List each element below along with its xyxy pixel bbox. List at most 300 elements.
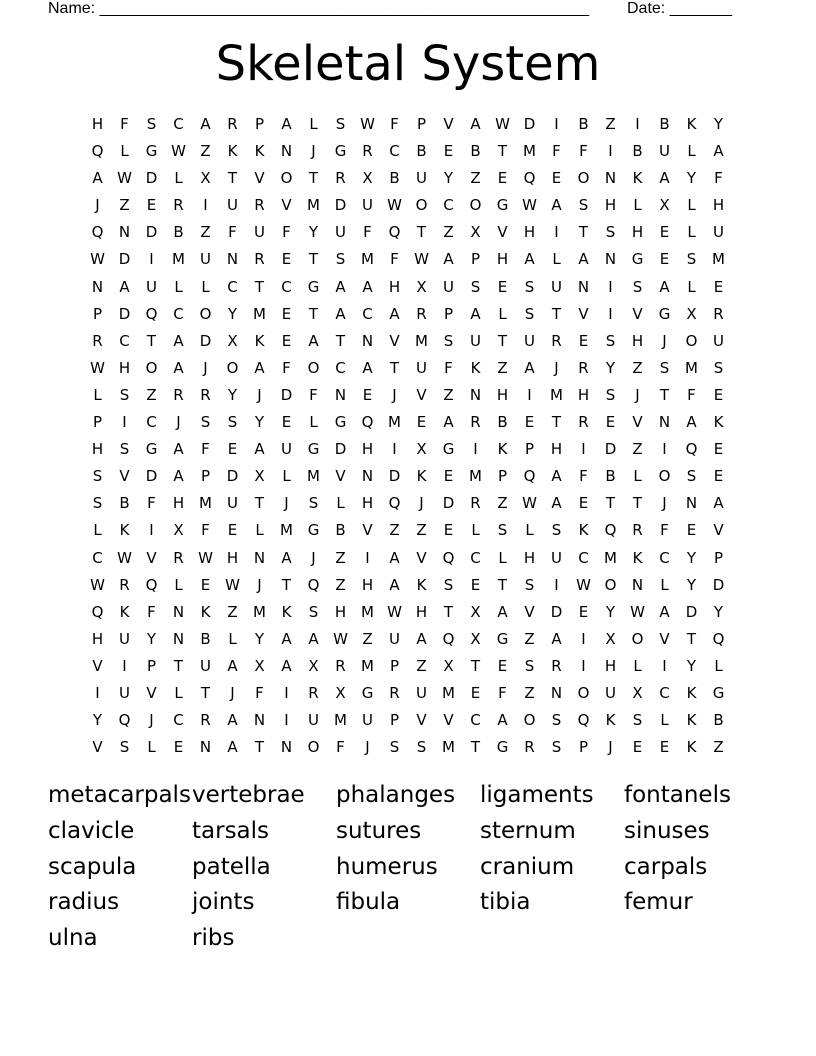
grid-letter: T [497,575,508,594]
grid-letter: H [496,385,509,404]
grid-letter: F [390,115,399,133]
grid-letter: N [280,738,293,757]
grid-letter: W [171,142,186,161]
grid-letter: G [145,440,158,459]
grid-letter: X [200,169,211,188]
grid-letter: E [281,413,292,432]
grid-letter: S [713,358,724,377]
grid-letter: A [362,358,373,377]
grid-letter: N [199,738,212,757]
grid-letter: J [257,385,262,404]
grid-letter: L [120,142,129,161]
grid-letter: M [199,494,212,513]
grid-letter: X [416,277,427,296]
grid-letter: E [524,413,535,432]
grid-letter: M [550,385,563,404]
grid-letter: T [308,304,319,323]
grid-letter: U [389,629,400,648]
grid-letter: H [523,548,536,567]
grid-letter: B [713,711,724,730]
grid-letter: Y [686,548,697,567]
grid-letter: E [470,575,481,594]
grid-letter: Z [200,223,211,242]
grid-letter: Z [443,385,454,404]
grid-letter: M [604,548,617,567]
grid-letter: V [281,196,292,215]
word-list-item: scapula [48,853,137,880]
grid-letter: A [470,115,481,133]
grid-letter: E [362,385,373,404]
grid-letter: H [631,223,644,242]
grid-letter: U [362,196,373,215]
grid-letter: S [686,467,697,486]
grid-letter: X [416,440,427,459]
grid-letter: Z [713,738,724,757]
grid-letter: S [119,738,130,757]
grid-letter: R [173,196,184,215]
grid-letter: D [388,467,401,486]
grid-letter: U [119,683,130,702]
grid-letter: K [686,711,697,730]
grid-letter: E [173,738,184,757]
grid-letter: K [416,467,427,486]
grid-letter: M [388,413,401,432]
grid-letter: H [118,358,131,377]
grid-letter: I [149,250,154,269]
grid-letter: A [578,250,589,269]
grid-letter: T [308,169,319,188]
word-list [48,778,768,957]
grid-letter: Y [146,629,157,648]
grid-letter: R [524,738,535,757]
grid-letter: A [227,656,238,675]
grid-letter: D [145,169,158,188]
grid-letter: N [253,711,266,730]
grid-letter: V [92,656,103,675]
grid-letter: F [363,223,372,242]
grid-letter: U [551,277,562,296]
grid-letter: W [90,358,105,377]
grid-letter: H [604,656,617,675]
grid-letter: A [551,629,562,648]
grid-letter: A [713,494,724,513]
word-list-item: sternum [480,817,576,844]
grid-letter: R [227,115,238,133]
grid-letter: A [227,738,238,757]
grid-letter: W [387,196,402,215]
grid-letter: T [686,629,697,648]
grid-letter: G [631,250,644,269]
grid-letter: V [632,413,643,432]
grid-letter: L [660,711,669,730]
grid-letter: I [284,711,289,730]
grid-letter: Y [254,413,265,432]
grid-letter: T [497,331,508,350]
grid-letter: L [633,467,642,486]
grid-letter: U [470,331,481,350]
grid-letter: T [254,494,265,513]
grid-letter: R [254,250,265,269]
grid-letter: X [335,683,346,702]
page-title: Skeletal System [215,36,601,92]
grid-letter: E [578,602,589,621]
grid-letter: U [308,711,319,730]
grid-letter: S [497,521,508,540]
word-list-item: tarsals [192,817,270,844]
grid-letter: A [686,413,697,432]
grid-letter: M [712,250,725,269]
grid-letter: L [552,250,561,269]
grid-letter: I [581,440,586,459]
grid-letter: F [687,385,696,404]
grid-letter: N [604,169,617,188]
grid-letter: E [443,521,454,540]
grid-letter: S [524,304,535,323]
grid-letter: E [443,142,454,161]
grid-letter: O [307,358,320,377]
grid-letter: L [309,413,318,432]
grid-letter: S [551,738,562,757]
grid-letter: G [712,683,725,702]
grid-letter: I [554,223,559,242]
grid-letter: J [419,494,424,513]
grid-letter: A [416,629,427,648]
grid-letter: E [686,521,697,540]
grid-letter: L [174,683,183,702]
grid-letter: D [550,602,563,621]
grid-letter: Y [605,602,616,621]
grid-letter: H [577,385,590,404]
grid-letter: C [173,304,184,323]
grid-letter: A [227,711,238,730]
grid-letter: Z [416,521,427,540]
grid-letter: K [497,440,508,459]
word-list-item: cranium [480,853,575,880]
grid-letter: Z [146,385,157,404]
grid-letter: C [173,711,184,730]
grid-letter: B [470,142,481,161]
grid-letter: S [308,494,319,513]
grid-letter: B [416,142,427,161]
grid-letter: I [662,656,667,675]
grid-letter: U [119,629,130,648]
word-list-item: patella [192,853,271,880]
grid-letter: F [336,738,345,757]
grid-letter: S [92,494,103,513]
grid-letter: I [122,413,127,432]
grid-letter: Q [91,602,104,621]
grid-letter: K [632,548,643,567]
grid-letter: E [227,440,238,459]
grid-letter: Z [335,548,346,567]
grid-letter: R [470,413,481,432]
grid-letter: E [713,277,724,296]
word-list-item: tibia [480,889,531,916]
grid-letter: K [200,602,211,621]
grid-letter: D [604,440,617,459]
grid-letter: C [92,548,103,567]
word-list-item: radius [48,889,120,916]
grid-letter: U [659,142,670,161]
grid-letter: F [552,142,561,161]
grid-letter: V [524,602,535,621]
grid-letter: O [415,196,428,215]
grid-letter: J [176,413,181,432]
grid-letter: F [282,223,291,242]
grid-letter: W [117,169,132,188]
grid-letter: R [416,304,427,323]
grid-letter: L [201,277,210,296]
grid-letter: I [662,440,667,459]
grid-letter: T [551,413,562,432]
grid-letter: L [660,575,669,594]
grid-letter: S [578,196,589,215]
grid-letter: G [361,683,374,702]
word-list-item: sutures [336,817,422,844]
grid-letter: P [497,467,508,486]
grid-letter: D [442,494,455,513]
grid-letter: S [551,711,562,730]
grid-letter: L [525,521,534,540]
grid-letter: J [392,385,397,404]
grid-letter: C [443,196,454,215]
grid-letter: I [608,277,613,296]
grid-letter: U [227,196,238,215]
grid-letter: D [712,575,725,594]
grid-letter: F [714,169,723,188]
grid-letter: A [524,358,535,377]
grid-letter: N [226,250,239,269]
grid-letter: M [253,304,266,323]
grid-letter: G [496,629,509,648]
grid-letter: U [200,250,211,269]
grid-letter: V [254,169,265,188]
grid-letter: V [119,467,130,486]
grid-letter: V [443,115,454,133]
grid-letter: H [91,440,104,459]
grid-letter: R [578,358,589,377]
grid-letter: F [660,521,669,540]
grid-letter: B [632,142,643,161]
grid-letter: B [605,467,616,486]
grid-letter: Q [712,629,725,648]
grid-letter: P [92,304,103,323]
grid-letter: A [173,467,184,486]
grid-letter: Z [497,494,508,513]
grid-letter: Z [389,521,400,540]
grid-letter: X [659,196,670,215]
grid-letter: U [524,331,535,350]
grid-letter: E [497,169,508,188]
grid-letter: J [554,358,559,377]
grid-letter: A [524,250,535,269]
grid-letter: C [335,358,346,377]
grid-letter: C [227,277,238,296]
grid-letter: T [335,331,346,350]
grid-letter: V [578,304,589,323]
grid-letter: Z [524,683,535,702]
grid-letter: L [498,304,507,323]
grid-letter: L [633,656,642,675]
grid-letter: A [470,304,481,323]
grid-letter: F [228,223,237,242]
grid-letter: T [146,331,157,350]
grid-letter: A [551,467,562,486]
grid-letter: C [281,277,292,296]
word-list-item: femur [624,889,693,916]
grid-letter: W [117,548,132,567]
grid-letter: A [254,358,265,377]
grid-letter: J [365,738,370,757]
grid-letter: B [497,413,508,432]
grid-letter: A [389,548,400,567]
grid-letter: O [199,304,212,323]
grid-letter: Q [577,711,590,730]
grid-letter: T [578,223,589,242]
grid-letter: L [282,467,291,486]
grid-letter: M [361,602,374,621]
grid-letter: S [524,277,535,296]
grid-letter: V [659,629,670,648]
grid-letter: G [442,440,455,459]
grid-letter: S [659,358,670,377]
grid-letter: F [255,683,264,702]
grid-letter: A [659,169,670,188]
grid-letter: O [145,358,158,377]
grid-letter: X [632,683,643,702]
grid-letter: L [471,521,480,540]
grid-letter: F [498,683,507,702]
grid-letter: A [443,413,454,432]
grid-letter: J [95,196,100,215]
grid-letter: S [416,738,427,757]
grid-letter: G [307,277,320,296]
grid-letter: V [335,467,346,486]
grid-letter: A [200,115,211,133]
grid-letter: L [336,494,345,513]
grid-letter: Z [497,358,508,377]
grid-letter: W [90,575,105,594]
grid-letter: C [389,142,400,161]
grid-letter: C [659,683,670,702]
grid-letter: J [284,494,289,513]
grid-letter: O [631,629,644,648]
grid-letter: E [713,467,724,486]
grid-letter: C [146,413,157,432]
word-list-item: fibula [336,889,401,916]
grid-letter: I [608,142,613,161]
word-list-item: fontanels [624,782,731,808]
word-list-item: humerus [336,853,438,880]
grid-letter: Q [523,169,536,188]
grid-letter: T [389,358,400,377]
grid-letter: V [416,548,427,567]
grid-letter: U [605,683,616,702]
grid-letter: T [416,223,427,242]
grid-letter: E [281,331,292,350]
grid-letter: Q [91,142,104,161]
grid-letter: R [470,494,481,513]
grid-letter: E [578,331,589,350]
grid-letter: R [200,385,211,404]
grid-letter: Y [713,602,724,621]
grid-letter: A [281,115,292,133]
grid-letter: S [200,413,211,432]
grid-letter: F [282,358,291,377]
grid-letter: A [254,440,265,459]
grid-letter: H [550,440,563,459]
grid-letter: L [687,223,696,242]
grid-letter: A [713,142,724,161]
grid-letter: A [173,440,184,459]
grid-letter: T [551,304,562,323]
grid-letter: A [308,629,319,648]
word-list-item: vertebrae [192,782,305,808]
grid-letter: O [523,711,536,730]
grid-letter: G [307,440,320,459]
grid-letter: K [605,711,616,730]
grid-letter: E [200,575,211,594]
grid-letter: F [201,440,210,459]
word-list-item: phalanges [336,782,456,808]
grid-letter: A [443,250,454,269]
grid-letter: U [335,223,346,242]
grid-letter: B [173,223,184,242]
grid-letter: J [257,575,262,594]
grid-letter: P [470,250,481,269]
grid-letter: D [118,250,131,269]
grid-letter: E [281,304,292,323]
word-list-item: metacarpals [48,782,191,808]
grid-letter: A [389,304,400,323]
grid-letter: I [284,683,289,702]
grid-letter: R [173,548,184,567]
grid-letter: V [713,521,724,540]
grid-letter: O [469,196,482,215]
grid-letter: W [630,602,645,621]
grid-letter: V [389,331,400,350]
grid-letter: L [498,548,507,567]
grid-letter: I [122,656,127,675]
grid-letter: T [254,738,265,757]
grid-letter: J [149,711,154,730]
grid-letter: R [200,711,211,730]
grid-letter: L [174,169,183,188]
grid-letter: A [92,169,103,188]
date-field-label: Date: _______ [627,0,732,17]
grid-letter: N [631,575,644,594]
grid-letter: D [334,196,347,215]
grid-letter: E [605,413,616,432]
grid-letter: E [416,413,427,432]
grid-letter: T [659,385,670,404]
grid-letter: H [334,602,347,621]
grid-letter: I [149,521,154,540]
grid-letter: V [362,521,373,540]
grid-letter: U [362,711,373,730]
grid-letter: U [416,683,427,702]
word-search-grid [84,113,732,763]
grid-letter: E [659,223,670,242]
grid-letter: H [91,115,104,133]
grid-letter: U [416,169,427,188]
grid-letter: N [118,223,131,242]
grid-letter: W [360,115,375,133]
grid-letter: E [470,683,481,702]
grid-letter: P [443,304,454,323]
grid-letter: P [200,467,211,486]
grid-letter: D [685,602,698,621]
